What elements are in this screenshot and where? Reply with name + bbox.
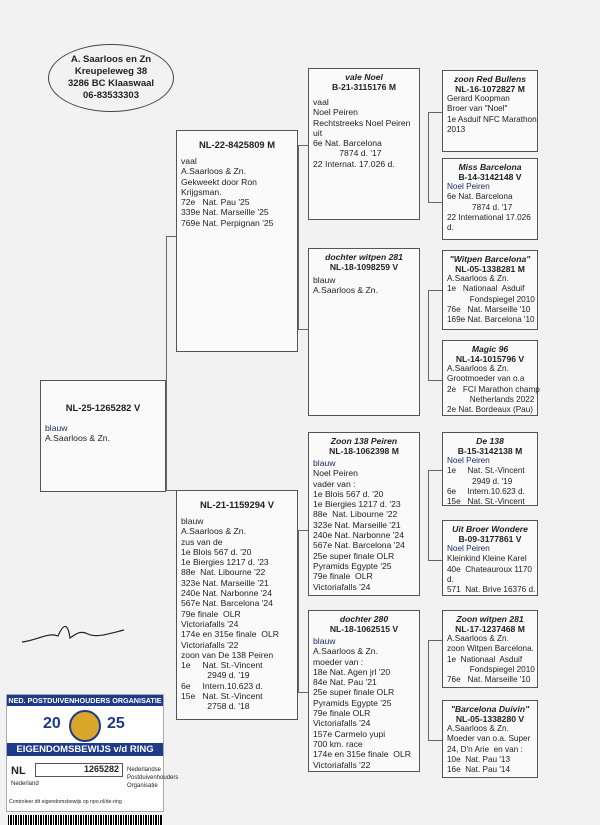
- sd-ring: NL-18-1098259 V: [329, 262, 399, 272]
- ds-line: 25e super finale OLR: [313, 550, 395, 561]
- dds-line: 1e Nationaal Asduif: [447, 654, 523, 664]
- card-footer: Controleer dit eigendomsbewijs op npo.nl/de-ring: [9, 799, 122, 805]
- sds-line: 1e Nationaal Asduif: [447, 284, 525, 294]
- card-side-label: Organisatie: [127, 783, 158, 789]
- dam-line: 88e Nat. Libourne '22: [181, 567, 266, 578]
- ssd: [442, 158, 538, 240]
- sire-line: 72e Nat. Pau '25: [181, 197, 250, 208]
- dam-line: Victoriafalls '24: [181, 618, 239, 629]
- dsd-line: d.: [447, 574, 454, 584]
- sire-line: Gekweekt door Ron: [181, 176, 257, 187]
- dd-line: 18e Nat. Agen jrl '20: [313, 666, 391, 677]
- dsd-line: 571 Nat. Brive 16376 d.: [447, 585, 536, 595]
- sds-name: "Witpen Barcelona": [449, 254, 531, 264]
- ss-ring: B-21-3115176 M: [331, 82, 397, 92]
- owner-city: 3286 BC Klaaswaal: [67, 78, 155, 89]
- sds-ring: NL-05-1338281 M: [455, 264, 525, 274]
- ddd: [442, 700, 538, 778]
- ss-name: vale Noel: [345, 72, 383, 82]
- dam-line: 1e Biergies 1217 d. '23: [181, 557, 269, 568]
- sss-line: 1e Asduif NFC Marathon: [447, 114, 537, 124]
- dam-line: 240e Nat. Narbonne '24: [181, 588, 272, 599]
- dd-line: 174e en 315e finale OLR: [313, 749, 411, 760]
- ds-line: 1e Biergies 1217 d. '23: [313, 499, 401, 510]
- ds-line: Noel Peiren: [313, 468, 358, 479]
- dam-line: blauw: [181, 516, 204, 526]
- ss-line: 7874 d. '17: [313, 148, 382, 159]
- ss-line: Noel Peiren: [313, 107, 358, 118]
- sire-line: 339e Nat. Marseille '25: [181, 207, 269, 218]
- sss-line: 2013: [447, 124, 466, 134]
- sds: [442, 250, 538, 330]
- dd-line: 79e finale OLR: [313, 708, 371, 719]
- emblem-icon: [69, 710, 101, 742]
- dam-line: 6e Intern.10.623 d.: [181, 680, 263, 691]
- dss-line: 1e Nat. St.-Vincent: [447, 466, 525, 476]
- sss: [442, 70, 538, 152]
- dss-line: Noel Peiren: [447, 456, 490, 465]
- ssd-line: 6e Nat. Barcelona: [447, 192, 513, 202]
- subject-ring: NL-25-1265282 V: [65, 402, 141, 413]
- ddd-name: "Barcelona Duivin": [450, 704, 530, 714]
- dsd-name: Uit Broer Wondere: [452, 524, 528, 534]
- dam-line: Victoriafalls '22: [181, 639, 239, 650]
- ssd-line: d.: [447, 223, 454, 233]
- card-year-left: 20: [43, 715, 61, 732]
- sdd-line: A.Saarloos & Zn.: [447, 364, 509, 373]
- sdd: [442, 340, 538, 416]
- sire-line: A.Saarloos & Zn.: [181, 166, 246, 177]
- barcode: [8, 815, 163, 825]
- dam-ring: NL-21-1159294 V: [199, 499, 274, 510]
- dd-line: 700 km. race: [313, 738, 363, 749]
- dd-line: Victoriafalls '22: [313, 759, 371, 770]
- ds-line: blauw: [313, 458, 336, 468]
- dam-line: 1e Nat. St.-Vincent: [181, 660, 263, 671]
- sdd-name: Magic 96: [471, 344, 509, 354]
- dd-line: 25e super finale OLR: [313, 687, 395, 698]
- card-year-right: 25: [107, 715, 125, 732]
- ssd-line: 22 International 17.026: [447, 212, 531, 222]
- sss-line: Gerard Koopman: [447, 94, 510, 103]
- dd-line: Pyramids Egypte '25: [313, 697, 392, 708]
- ss-line: uit: [313, 127, 323, 138]
- ss-line: Rechtstreeks Noel Peiren: [313, 117, 411, 128]
- dds-line: A.Saarloos & Zn.: [447, 634, 509, 643]
- dam-line: 1e Blois 567 d. '20: [181, 546, 252, 557]
- dam: [176, 490, 298, 720]
- owner-name: A. Saarloos en Zn: [70, 54, 152, 65]
- sss-line: Broer van "Noel": [447, 104, 508, 114]
- sdd-line: Netherlands 2022: [447, 394, 535, 404]
- sdd-ring: NL-14-1015796 V: [455, 354, 525, 364]
- sds-line: A.Saarloos & Zn.: [447, 274, 509, 283]
- dd-line: A.Saarloos & Zn.: [313, 646, 378, 657]
- sd-line: A.Saarloos & Zn.: [313, 285, 378, 296]
- sd-line: blauw: [313, 275, 336, 285]
- dds-ring: NL-17-1237468 M: [455, 624, 525, 634]
- ownership-card: [6, 694, 179, 812]
- dd-name: dochter 280: [339, 614, 389, 624]
- ds-name: Zoon 138 Peiren: [330, 436, 398, 446]
- dam-line: 15e Nat. St.-Vincent: [181, 691, 263, 702]
- ds-line: 88e Nat. Libourne '22: [313, 509, 398, 520]
- dam-line: 2949 d. '19: [181, 670, 250, 681]
- sss-ring: NL-16-1072827 M: [455, 84, 525, 94]
- ssd-line: 7874 d. '17: [447, 202, 513, 212]
- sire-ring: NL-22-8425809 M: [198, 139, 276, 150]
- dsd-ring: B-09-3177861 V: [458, 534, 522, 544]
- sire-sire: [308, 68, 420, 220]
- dd-line: blauw: [313, 636, 336, 646]
- sdd-line: Grootmoeder van o.a: [447, 374, 525, 384]
- dam-line: zoon van De 138 Peiren: [181, 649, 274, 660]
- ss-line: 6e Nat. Barcelona: [313, 138, 382, 149]
- dss: [442, 432, 538, 506]
- dss-line: 15e Nat. St.-Vincent: [447, 497, 525, 507]
- dds: [442, 610, 538, 688]
- dam-dam: [308, 610, 420, 772]
- dd-line: 157e Carmelo yupi: [313, 728, 386, 739]
- dds-line: Fondspiegel 2010: [447, 664, 535, 674]
- subject-owner: A.Saarloos & Zn.: [45, 433, 110, 444]
- ds-line: 240e Nat. Narbonne '24: [313, 530, 404, 541]
- dd-line: Victoriafalls '24: [313, 718, 371, 729]
- card-title: EIGENDOMSBEWIJS v/d RING: [7, 743, 163, 756]
- ddd-line: 10e Nat. Pau '13: [447, 754, 511, 764]
- ds-line: 1e Blois 567 d. '20: [313, 488, 384, 499]
- sire-dam: [308, 248, 420, 416]
- ssd-line: Noel Peiren: [447, 182, 490, 191]
- dds-name: Zoon witpen 281: [456, 614, 524, 624]
- dam-line: A.Saarloos & Zn.: [181, 526, 246, 537]
- dss-ring: B-15-3142138 M: [457, 446, 523, 456]
- ddd-ring: NL-05-1338280 V: [455, 714, 525, 724]
- owner-street: Kreupeleweg 38: [74, 66, 148, 77]
- sire-line: vaal: [181, 156, 197, 166]
- ddd-line: Moeder van o.a. Super: [447, 734, 531, 744]
- ss-line: 22 Internat. 17.026 d.: [313, 158, 395, 169]
- sire-line: Krijgsman.: [181, 186, 222, 197]
- ds-line: vader van :: [313, 478, 356, 489]
- dd-line: moeder van :: [313, 656, 364, 667]
- sss-name: zoon Red Bullens: [453, 74, 527, 84]
- dd-line: 84e Nat. Pau '21: [313, 677, 377, 688]
- ddd-line: A.Saarloos & Zn.: [447, 724, 509, 733]
- ds-line: 79e finale OLR: [313, 571, 373, 582]
- ddd-line: 24, D'n Arie en van :: [447, 744, 523, 754]
- card-ring-number: 1265282: [35, 763, 123, 777]
- dsd-line: Noel Peiren: [447, 544, 490, 553]
- dam-line: 174e en 315e finale OLR: [181, 629, 279, 640]
- ds-line: 323e Nat. Marseille '21: [313, 519, 401, 530]
- owner-address: [48, 44, 174, 112]
- dam-line: 79e finale OLR: [181, 608, 241, 619]
- card-side-label: Nederlandse: [127, 767, 162, 773]
- dds-line: 76e Nat. Marseille '10: [447, 675, 531, 685]
- ddd-line: 16e Nat. Pau '14: [447, 765, 511, 775]
- dsd-line: 40e Chateauroux 1170: [447, 564, 532, 574]
- subject-color: blauw: [45, 423, 68, 433]
- ds-line: 567e Nat. Barcelona '24: [313, 540, 405, 551]
- sire: [176, 130, 298, 352]
- sds-line: 169e Nat. Barcelona '10: [447, 315, 535, 325]
- ds-line: Victoriafalls '24: [313, 581, 371, 592]
- dam-line: 323e Nat. Marseille '21: [181, 577, 269, 588]
- sdd-line: 2e Nat. Bordeaux (Pau): [447, 405, 534, 415]
- owner-phone: 06-83533303: [83, 90, 139, 101]
- subject-pigeon: [40, 380, 166, 492]
- card-country: NL: [11, 765, 26, 777]
- sds-line: Fondspiegel 2010: [447, 294, 535, 304]
- card-org: NED. POSTDUIVENHOUDERS ORGANISATIE: [8, 696, 162, 705]
- dds-line: zoon Witpen Barcelona.: [447, 644, 534, 654]
- dsd: [442, 520, 538, 596]
- sdd-line: 2e FCI Marathon champ: [447, 384, 540, 394]
- card-region: Nederland: [11, 781, 39, 787]
- ds-line: Pyramids Egypte '25: [313, 560, 392, 571]
- ds-ring: NL-18-1062398 M: [329, 446, 399, 456]
- dam-line: 567e Nat. Barcelona '24: [181, 598, 273, 609]
- dam-line: 2758 d. '18: [181, 701, 250, 712]
- dsd-line: Kleinkind Kleine Karel: [447, 554, 527, 564]
- ssd-ring: B-14-3142148 V: [458, 172, 522, 182]
- dss-line: 6e Intern.10.623 d.: [447, 486, 525, 496]
- sire-line: 769e Nat. Perpignan '25: [181, 217, 274, 228]
- sds-line: 76e Nat. Marseille '10: [447, 304, 531, 314]
- dd-ring: NL-18-1062515 V: [329, 624, 399, 634]
- ss-line: vaal: [313, 97, 329, 107]
- ssd-name: Miss Barcelona: [458, 162, 522, 172]
- dss-line: 2949 d. '19: [447, 476, 513, 486]
- sd-name: dochter witpen 281: [325, 252, 403, 262]
- card-side-label: Postduivenhouders: [127, 775, 179, 781]
- dam-line: zus van de: [181, 536, 223, 547]
- signature: [18, 612, 128, 652]
- dam-sire: [308, 432, 420, 596]
- dss-name: De 138: [476, 436, 504, 446]
